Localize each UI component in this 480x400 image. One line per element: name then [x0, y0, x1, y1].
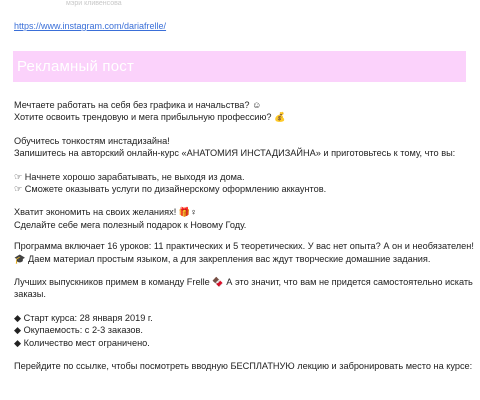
post-line: Сделайте себе мега полезный подарок к Новому Году.: [14, 219, 247, 230]
bullet-payback: ◆ Окупаемость: с 2-3 заказов.: [14, 325, 143, 336]
instagram-link[interactable]: https://www.instagram.com/dariafrelle/: [14, 21, 167, 31]
banner: [13, 51, 466, 82]
post-line: Лучших выпускников примем в команду Frelle 🍫 А это значит, что вам не придется самостоятельно искать: [14, 277, 473, 288]
faint-caption: мэри кливенсова: [66, 0, 122, 7]
post-line: 🎓 Даем материал простым языком, а для закрепления вас ждут творческие домашние задания.: [14, 253, 431, 264]
post-line: Перейдите по ссылке, чтобы посмотреть вводную БЕСПЛАТНУЮ лекцию и забронировать место на курсе:: [14, 361, 473, 372]
post-line: Обучитесь тонкостям инстадизайна!: [14, 135, 170, 146]
post-line: заказы.: [14, 289, 46, 300]
bullet-seats: ◆ Количество мест ограничено.: [14, 337, 150, 348]
bullet-start-date: ◆ Старт курса: 28 января 2019 г.: [14, 312, 153, 323]
post-line: ☞ Начнете хорошо зарабатывать, не выходя из дома.: [14, 171, 245, 182]
banner-title: Рекламный пост: [17, 58, 135, 75]
post-line: Запишитесь на авторский онлайн-курс «АНАТОМИЯ ИНСТАДИЗАЙНА» и приготовьтесь к тому, что вы:: [14, 148, 456, 159]
post-line: Хотите освоить трендовую и мега прибыльную профессию? 💰: [14, 112, 286, 123]
post-line: Мечтаете работать на себя без графика и начальства? ☺: [14, 100, 262, 110]
post-line: Хватит экономить на своих желаниях! 🎁♀: [14, 207, 198, 218]
post-line: ☞ Сможете оказывать услуги по дизайнерскому оформлению аккаунтов.: [14, 184, 327, 195]
post-body: [14, 99, 474, 373]
post-line: Программа включает 16 уроков: 11 практических и 5 теоретических. У вас нет опыта? А он и необязателен!: [14, 241, 474, 252]
